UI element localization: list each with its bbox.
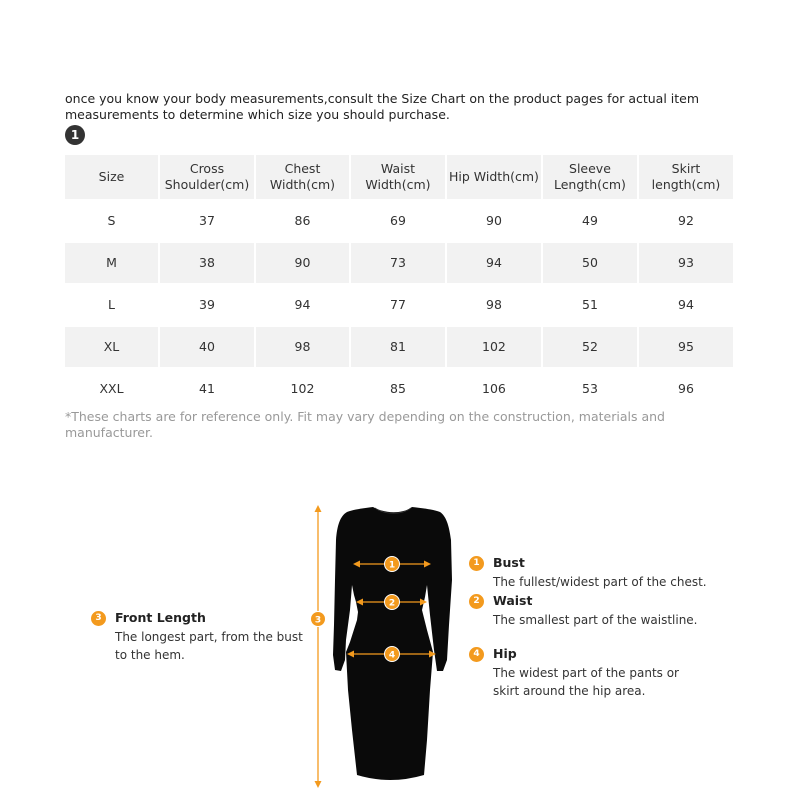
legend-title: Waist (493, 593, 533, 608)
svg-text:4: 4 (388, 650, 396, 661)
waist-marker (385, 595, 400, 610)
table-cell: 52 (543, 327, 637, 367)
table-row (65, 369, 733, 409)
table-cell: L (108, 297, 115, 312)
dress-silhouette (333, 507, 452, 780)
table-cell: 95 (639, 327, 733, 367)
measurement-figure (0, 500, 800, 800)
table-cell: XL (65, 327, 158, 367)
table-cell: 77 (390, 297, 406, 312)
table-cell: M (65, 243, 158, 283)
intro-text: once you know your body measurements,consult the Size Chart on the product pages for actual item measurements to determine which size you should purchase. (65, 91, 700, 122)
table-header-row (65, 155, 733, 199)
table-cell: 96 (678, 381, 694, 396)
legend-description: The longest part, from the bust to the hem. (115, 630, 303, 662)
table-cell: 49 (582, 213, 598, 228)
table-row (65, 285, 733, 325)
table-cell: 94 (678, 297, 694, 312)
header-chest-width: Chest Width(cm) (256, 155, 349, 199)
bust-marker (385, 557, 400, 572)
header-size: Size (65, 155, 158, 199)
legend-description: The smallest part of the waistline. (493, 613, 698, 627)
legend-number-badge: 1 (469, 556, 484, 571)
table-cell: 38 (160, 243, 254, 283)
table-cell: 98 (256, 327, 349, 367)
svg-text:3: 3 (314, 615, 322, 626)
header-sleeve-length: Sleeve Length(cm) (543, 155, 637, 199)
table-row (65, 201, 733, 241)
legend-description: The widest part of the pants or skirt around the hip area. (493, 666, 679, 698)
table-cell: 106 (482, 381, 506, 396)
reference-note: *These charts are for reference only. Fit may vary depending on the construction, materials and manufacturer. (65, 409, 665, 440)
legend-title: Hip (493, 646, 517, 661)
table-cell: S (107, 213, 116, 228)
front-length-marker (311, 612, 326, 627)
table-cell: 93 (639, 243, 733, 283)
legend-number-badge: 3 (91, 611, 106, 626)
hip-marker (385, 647, 400, 662)
table-cell: 94 (294, 297, 311, 312)
table-cell: 102 (290, 381, 315, 396)
table-cell: 73 (351, 243, 445, 283)
step-number-badge: 1 (65, 125, 85, 145)
table-cell: 50 (543, 243, 637, 283)
table-cell: 40 (160, 327, 254, 367)
svg-text:1: 1 (388, 560, 396, 571)
table-row (65, 243, 733, 283)
legend-description: The fullest/widest part of the chest. (493, 575, 707, 589)
legend-number-badge: 4 (469, 647, 484, 662)
header-hip-width: Hip Width(cm) (447, 155, 541, 199)
table-cell: 41 (199, 381, 215, 396)
header-waist-width: Waist Width(cm) (351, 155, 445, 199)
table-row (65, 327, 733, 367)
table-cell: 98 (486, 297, 502, 312)
table-cell: 53 (582, 381, 598, 396)
table-cell: 92 (678, 213, 694, 228)
table-cell: 90 (256, 243, 349, 283)
table-cell: 86 (294, 213, 311, 228)
table-cell: 39 (199, 297, 215, 312)
legend-number-badge: 2 (469, 594, 484, 609)
front-length-line (315, 505, 322, 788)
svg-text:2: 2 (388, 598, 396, 609)
table-cell: XXL (99, 381, 124, 396)
header-skirt-length: Skirt length(cm) (639, 155, 733, 199)
table-cell: 81 (351, 327, 445, 367)
table-cell: 90 (486, 213, 502, 228)
legend-title: Bust (493, 555, 525, 570)
table-cell: 51 (582, 297, 598, 312)
size-chart-table (63, 153, 735, 411)
table-cell: 85 (390, 381, 406, 396)
table-cell: 102 (447, 327, 541, 367)
table-cell: 37 (199, 213, 215, 228)
header-cross-shoulder: Cross Shoulder(cm) (160, 155, 254, 199)
table-cell: 94 (447, 243, 541, 283)
legend-title: Front Length (115, 610, 206, 625)
table-cell: 69 (390, 213, 406, 228)
